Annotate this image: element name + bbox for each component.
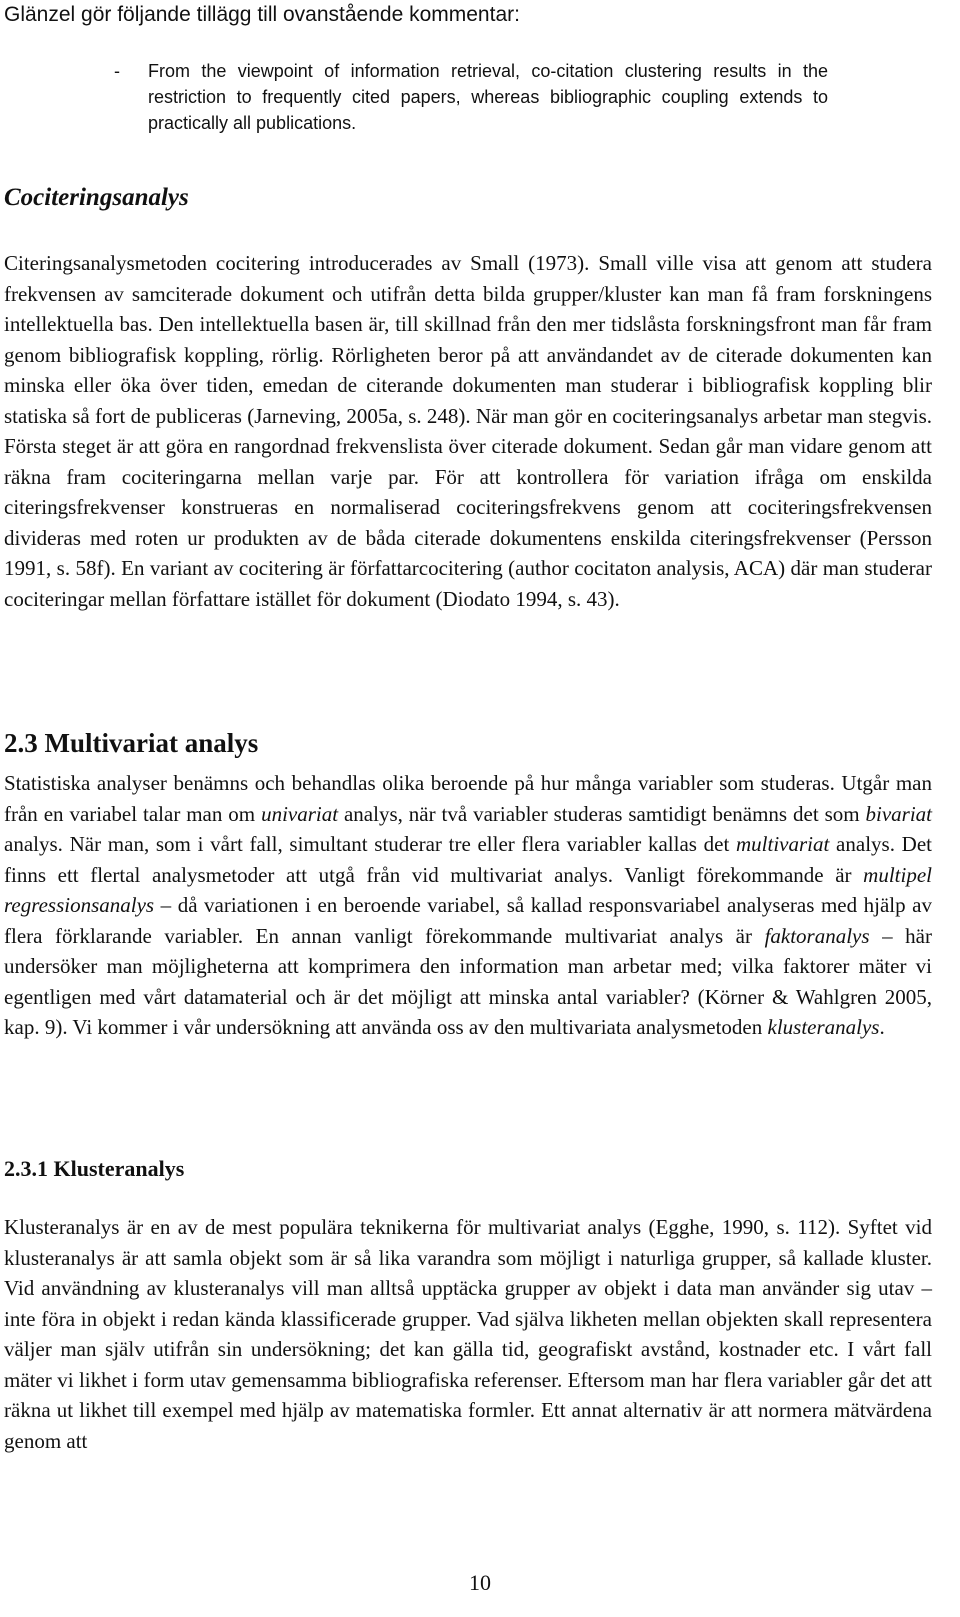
text-run: . [879,1015,885,1039]
italic-term-univariat: univariat [261,801,339,826]
text-run: Statistiska analyser benämns och behandlas olika beroende på hur många variabler som studeras. Utgår man från en variabel talar man om [4,771,932,826]
text-run: analys. När man, som i vårt fall, simultant studerar tre eller flera variabler kallas det [4,832,737,856]
text-run: – då variationen i en beroende variabel, så kallad responsvariabel analyseras med hjälp av flera förklarande variabler. En annan vanligt förekommande multivariat analys är [4,893,932,948]
paragraph-klusteranalys: Klusteranalys är en av de mest populära teknikerna för multivariat analys (Egghe, 1990, s. 112). Syftet vid klusteranalys är att samla objekt som är så lika varandra som möjligt i naturliga grupper, så kallade kluster. Vid användning av klusteranalys vill man alltså upptäcka grupper av objekt i data man använder sig utav – inte föra in objekt i redan kända klassificerade grupper. Vad själva likheten mellan objekten skall representera väljer man själv utifrån sin undersökning; det kan gälla tid, geografiskt avstånd, kostnader etc. I vårt fall mäter vi likhet i form utav gemensamma bibliografiska referenser. Eftersom man har flera variabler går det att räkna ut likhet till exempel med hjälp av matematiska formler. Ett annat alternativ är att normera mätvärdena genom att [4,1215,932,1453]
paragraph-multivariat-analys [4,768,932,1043]
paragraph-cociteringsanalys: Citeringsanalysmetoden cocitering introducerades av Small (1973). Small ville visa att genom att studera frekvensen av samciterade dokument och utifrån detta bilda grupper/kluster kan man få fram forskningens intellektuella bas. Den intellektuella basen är, till skillnad från den mer tidslåsta forskningsfront man får fram genom bibliografisk koppling, rörlig. Rörligheten beror på att användandet av de citerade dokumenten kan minska eller öka över tiden, emedan de citerande dokumenten man studerar i bibliografisk koppling blir statiska så fort de publiceras (Jarneving, 2005a, s. 248). När man gör en cociteringsanalys arbetar man stegvis. Första steget är att göra en rangordnad frekvenslista över citerade dokument. Sedan går man vidare genom att räkna fram cociteringarna mellan varje par. För att kontrollera för variation ifråga om enskilda citeringsfrekvenser konstrueras en normaliserad cociteringsfrekvens genom att cociteringsfrekvensen divideras med roten ur produkten av de båda citerade dokumentens enskilda citeringsfrekvenser (Persson 1991, s. 58f). En variant av cocitering är författarcocitering (author cocitaton analysis, ACA) där man studerar cociteringar mellan författare istället för dokument (Diodato 1994, s. 43). [4,251,932,611]
italic-term-bivariat: bivariat [865,801,933,826]
block-quote [114,58,828,136]
section-heading-klusteranalys: 2.3.1 Klusteranalys [4,1156,185,1181]
italic-term-multipel-regressionsanalys: multipel regressionsanalys [4,862,932,917]
text-run: analys, när två variabler studeras samtidigt benämns det som [338,801,866,826]
intro-line: Glänzel gör följande tillägg till ovanstående kommentar: [4,3,520,26]
italic-term-faktoranalys: faktoranalys [764,923,870,948]
quote-dash: - [114,61,120,81]
italic-term-multivariat: multivariat [736,832,830,856]
section-heading-multivariat-analys: 2.3 Multivariat analys [4,728,259,758]
section-heading-cociteringsanalys: Cociteringsanalys [4,184,189,211]
italic-term-klusteranalys: klusteranalys [767,1015,880,1039]
text-run: analys. Det finns ett flertal analysmetoder att utgå från vid multivariat analys. Vanligt förekommande är [4,832,932,887]
page-number: 10 [469,1570,491,1595]
quote-text: From the viewpoint of information retrieval, co-citation clustering results in the restriction to frequently cited papers, whereas bibliographic coupling extends to practically all publications. [148,61,828,133]
text-run: – här undersöker man möjligheterna att komprimera den information man arbetar med; vilka faktorer mäter vi egentligen med vårt datamaterial och är det möjligt att minska antal variabler? (Körner & Wahlgren 2005, kap. 9). Vi kommer i vår undersökning att använda oss av den multivariata analysmetoden [4,923,932,1039]
